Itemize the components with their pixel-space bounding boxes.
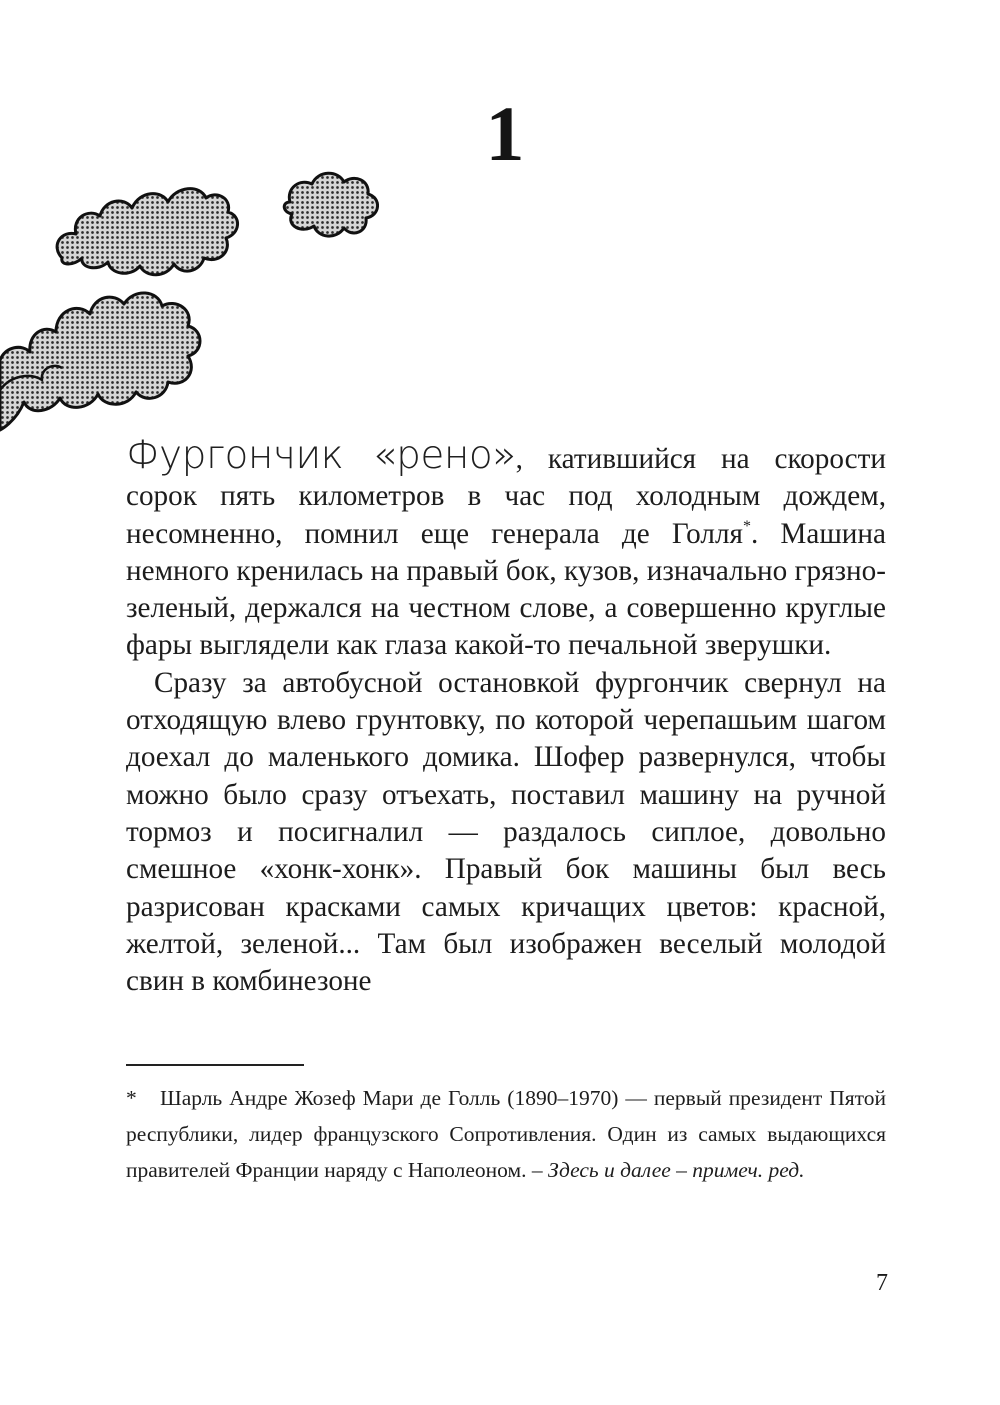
footnote-text: Шарль Андре Жозеф Мари де Голль (1890–1970) — первый президент Пятой республики, лидер французского Сопротивления. Один из самых выдающихся правителей Франции наряду с Наполеоном. – — [126, 1086, 886, 1182]
footnote-editor-note: Здесь и далее – примеч. ред. — [548, 1158, 805, 1182]
footnote — [126, 1080, 886, 1188]
cloud-shape — [0, 293, 200, 430]
cloud-shape — [57, 189, 237, 275]
clouds-icon — [0, 140, 400, 450]
paragraph-text: Сразу за автобусной остановкой фургончик свернул на отходящую влево грунтовку, по которой черепашьим шагом доехал до маленького домика. Шофер развернулся, чтобы можно было сразу отъехать, поставил машину на ручной тормоз и посигналил — раздалось сиплое, довольно смешное «хонк-хонк». Правый бок машины был весь разрисован красками самых кричащих цветов: красной, желтой, зеленой... Там был изображен веселый молодой свин в комбинезоне — [126, 666, 886, 998]
footnote-mark: * — [126, 1086, 137, 1110]
chapter-number: 1 — [485, 90, 525, 177]
footnote-divider — [126, 1064, 304, 1066]
main-text — [126, 433, 886, 1000]
paragraph — [126, 665, 886, 1001]
paragraph-text: , катившийся на скорости сорок пять километров в час под холодным дождем, несомненно, помнил еще генерала де Голля — [126, 443, 886, 550]
paragraph — [126, 433, 886, 665]
lead-words: Фургончик «рено» — [126, 433, 516, 478]
page-number: 7 — [876, 1270, 888, 1296]
paragraph-text: . Машина немного кренилась на правый бок, кузов, изначально грязно-зеленый, держался на честном слове, а совершенно круглые фары выглядели как глаза какой-то печальной зверушки. — [126, 517, 886, 662]
footnote-reference[interactable]: * — [742, 517, 751, 535]
cloud-shape — [284, 173, 377, 236]
